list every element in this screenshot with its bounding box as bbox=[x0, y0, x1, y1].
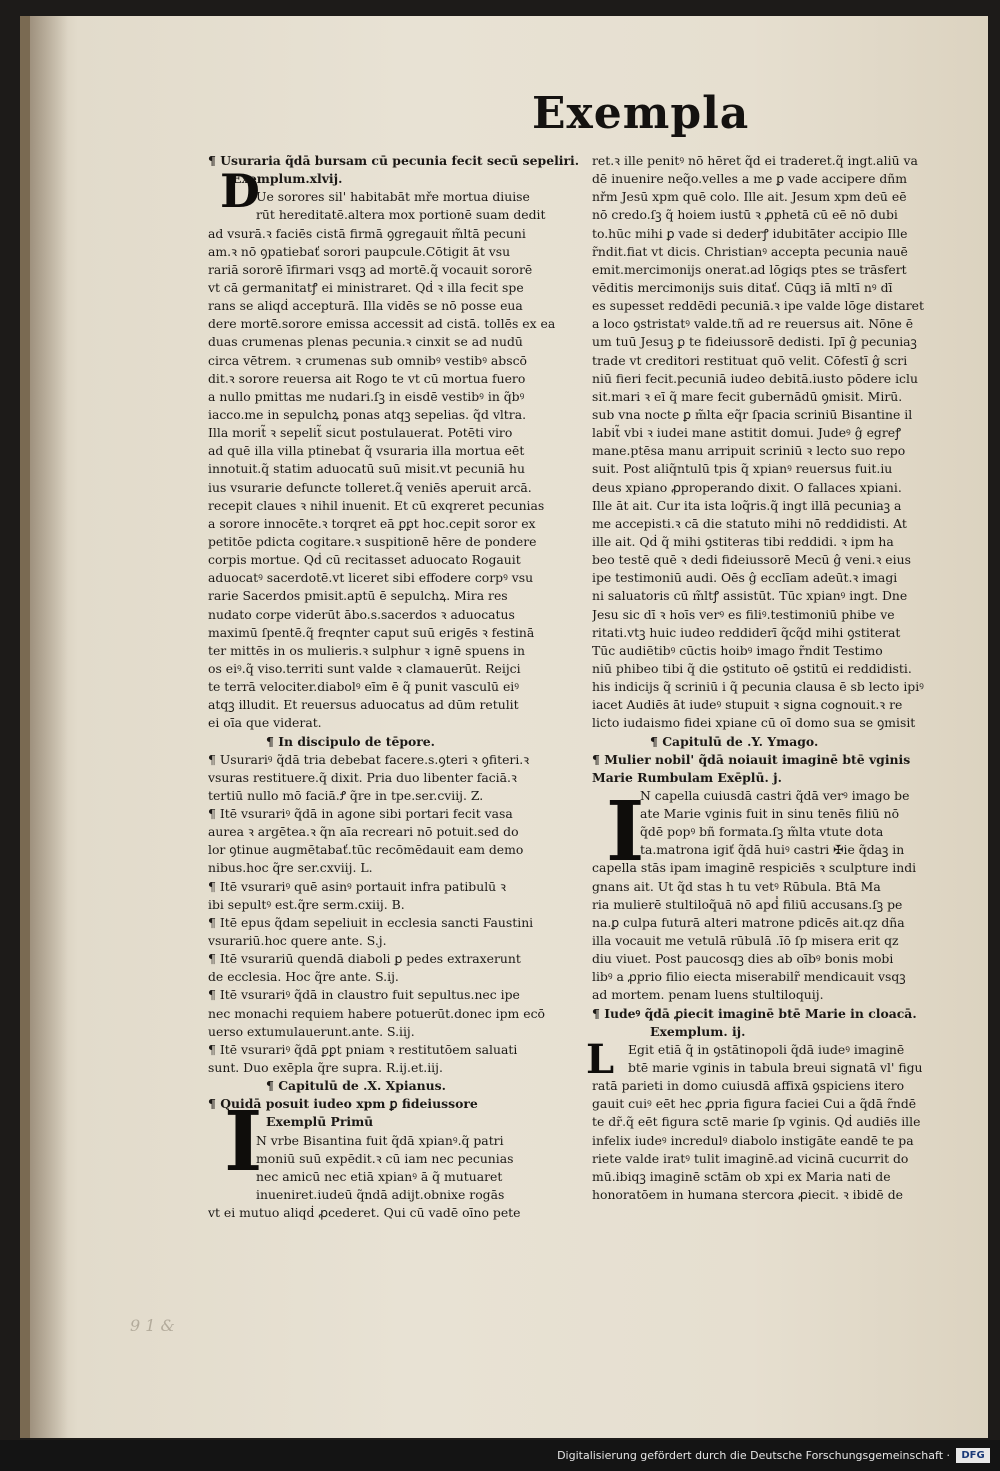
right-column-line: deus xpiano ꝓproperando dixit. O fallaces xpiani. bbox=[592, 479, 902, 495]
right-column-line: trade vt creditori restituat quō velit. Cōfestī ĝ scri bbox=[592, 352, 908, 368]
right-column-line: infelix iudeꝰ incredulꝰ diabolo instigāte eandē te pa bbox=[592, 1132, 914, 1148]
right-column-line: labit̃ vbi ꝛ iudei mane astitit domui. Judeꝰ ĝ egreꝭ bbox=[592, 425, 901, 441]
right-column-line: Tūc audiētibꝰ cūctis hoibꝰ imago r̃ndit Testimo bbox=[592, 642, 883, 658]
right-column-line: mū.ibiqꝫ imaginē sctām ob xpi ex Maria nati de bbox=[592, 1168, 891, 1184]
right-column bbox=[592, 152, 972, 1204]
left-column-line: tertiū nullo mō faciā.Ꝭ q̃re in tpe.ser.cviij. Z. bbox=[208, 787, 484, 803]
right-column-line: ille ait. Qḋ q̃ mihi ꝯstiteras tibi reddidi. ꝛ ipm ha bbox=[592, 533, 894, 549]
right-column-line: ate Marie vginis fuit in sinu tenēs filiū nō bbox=[640, 806, 900, 822]
page-gutter-shadow bbox=[30, 16, 68, 1438]
margin-pencil-mark: 9 1 & bbox=[130, 1316, 175, 1335]
running-head: Exempla bbox=[532, 88, 750, 139]
left-column-line: a sorore innocēte.ꝛ torqret eā ꝑꝑt hoc.cepit soror ex bbox=[208, 515, 536, 531]
right-column-line: a loco ꝯstristatꝰ valde.tñ ad re reuersus ait. Nōne ē bbox=[592, 316, 914, 332]
left-column-line: ter mittēs in os mulieris.ꝛ sulphur ꝛ ignē spuens in bbox=[208, 642, 525, 658]
right-column-line: gnans ait. Ut q̃d stas h tu vetꝰ Rūbula. Btā Ma bbox=[592, 878, 881, 894]
left-column-line: dit.ꝛ sorore reuersa ait Rogo te vt cū mortua fuero bbox=[208, 370, 526, 386]
funding-notice: Digitalisierung gefördert durch die Deutsche Forschungsgemeinschaft · bbox=[557, 1449, 950, 1462]
left-column-line: vsurariū.hoc quere ante. S.j. bbox=[208, 933, 387, 949]
right-column-line: honoratōem in humana stercora ꝓiecit. ꝛ ibidē de bbox=[592, 1187, 903, 1203]
right-column-line: to.hūc mihi ꝑ vade si dederꝭ idubitāter accipio Ille bbox=[592, 225, 908, 241]
left-column-line: aduocatꝰ sacerdotē.vt liceret sibi effodere corpꝰ vsu bbox=[208, 570, 534, 586]
dfg-logo: DFG bbox=[956, 1448, 990, 1463]
left-column-line: inueniret.iudeū q̃ndā adijt.obnixe rogās bbox=[256, 1187, 505, 1203]
right-column-line: sub vna nocte ꝑ m̃lta eq̃r ſpacia scriniū Bisantine il bbox=[592, 406, 913, 422]
right-column-line: riete valde iratꝰ tulit imaginē.ad vicinā cucurrit do bbox=[592, 1150, 909, 1166]
left-column-line: vt cā germanitatꝭ ei ministraret. Qḋ ꝛ illa fecit spe bbox=[208, 279, 524, 295]
right-column-line: licto iudaismo fidei xpiane cū oī domo sua se ꝯmisit bbox=[592, 715, 916, 731]
initial-letter-i-left: I bbox=[224, 1094, 263, 1190]
right-column-line: ipe testimoniū audi. Oēs ĝ ecclīam adeūt.ꝛ imagi bbox=[592, 570, 898, 586]
left-column-line: rarie Sacerdos pmisit.aptū ē sepulchꝝ. Mira res bbox=[208, 588, 508, 604]
left-column-line: ¶ In discipulo de tēpore. bbox=[266, 733, 435, 749]
right-column-line: ad mortem. penam luens stultiloquij. bbox=[592, 987, 824, 1003]
right-column-line: nřm Jesū xpm quē colo. Ille ait. Jesum xpm deū eē bbox=[592, 189, 907, 205]
right-column-line: ¶ Capitulū de .Y. Ymago. bbox=[650, 733, 819, 749]
right-column-line: ret.ꝛ ille penitꝰ nō hēret q̃d ei traderet.q̃ ingt.aliū va bbox=[592, 153, 918, 168]
left-column-line: N vrbe Bisantina fuit q̃dā xpianꝰ.q̃ patri bbox=[256, 1132, 504, 1148]
left-column-line: nibus.hoc q̃re ser.cxviij. L. bbox=[208, 860, 373, 876]
left-column-line: sunt. Duo exēpla q̃re supra. R.ij.et.iij. bbox=[208, 1060, 443, 1076]
right-column-line: Egit etiā q̃ in ꝯstātinopoli q̃dā iudeꝰ imaginē bbox=[628, 1041, 905, 1057]
initial-letter-l: L bbox=[586, 1036, 615, 1083]
left-column-line: dere mortē.sorore emissa accessit ad cistā. tollēs ex ea bbox=[208, 316, 556, 332]
left-column-line: ius vsurarie defuncte tolleret.q̃ veniēs aperuit arcā. bbox=[208, 479, 532, 495]
left-column-line: nec monachi requiem habere potuerūt.donec ipm ecō bbox=[208, 1005, 545, 1021]
scanned-page bbox=[20, 16, 988, 1438]
right-column-line: sit.mari ꝛ eī q̃ mare fecit gubernādū ꝯmisit. Mirū. bbox=[592, 388, 903, 404]
right-column-line: mane.ptēsa manu arripuit scriniū ꝛ lecto suo repo bbox=[592, 443, 906, 459]
right-column-line: me accepisti.ꝛ cā die statuto mihi nō reddidisti. At bbox=[592, 515, 907, 531]
left-column-line: vt ei mutuo aliqḋ ꝓcederet. Qui cū vadē oīno pete bbox=[208, 1205, 521, 1221]
left-column-line: ¶ Itē epus q̃dam sepeliuit in ecclesia sancti Faustini bbox=[208, 914, 534, 930]
right-column-line: ria mulierē stultiloq̃uā nō apd̾ filiū accusans.ſꝫ pe bbox=[592, 896, 903, 912]
left-column-line: ¶ Usurariꝰ q̃dā tria debebat facere.s.ꝯteri ꝛ ꝯfiteri.ꝛ bbox=[208, 751, 530, 767]
right-column-line: emit.mercimonijs onerat.ad lōgiqs ptes se trāsfert bbox=[592, 261, 907, 277]
left-column-line: de ecclesia. Hoc q̃re ante. S.ij. bbox=[208, 969, 399, 985]
left-column-line: Exemplum.xlvij. bbox=[232, 171, 343, 187]
left-column-line: iacco.me in sepulchꝝ ponas atqꝫ sepelias. q̃d vltra. bbox=[208, 406, 527, 422]
right-column-line: ¶ Mulier nobil' q̃dā noiauit imaginē btē vginis bbox=[592, 751, 911, 767]
right-column-line: dē inuenire neq̃o.velles a me ꝑ vade accipere dñm bbox=[592, 171, 907, 187]
right-column-line: Ille āt ait. Cur ita ista loq̃ris.q̃ ingt illā pecuniaꝫ a bbox=[592, 497, 902, 513]
left-column-line: rans se aliqḋ accepturā. Illa vidēs se nō posse eua bbox=[208, 298, 523, 314]
right-column-line: gauit cuiꝰ eēt hec ꝓpria figura faciei Cui a q̃dā r̃ndē bbox=[592, 1096, 917, 1112]
left-column-line: corpis mortue. Qḋ cū recitasset aduocato Rogauit bbox=[208, 552, 521, 568]
left-column-line: Exemplū Primū bbox=[266, 1114, 374, 1130]
right-column-line: suit. Post aliq̃ntulū tpis q̃ xpianꝰ reuersus fuit.iu bbox=[592, 461, 893, 477]
right-column-line: ¶ Iudeꝰ q̃dā ꝓiecit imaginē btē Marie in cloacā. bbox=[592, 1005, 917, 1021]
left-column-line: maximū ſpentē.q̃ freqnter caput suū erigēs ꝛ festinā bbox=[208, 624, 535, 640]
left-column-line: ¶ Itē vsurariꝰ q̃dā in agone sibi portari fecit vasa bbox=[208, 806, 513, 822]
left-column-line: ¶ Usuraria q̃dā bursam cū pecunia fecit secū sepeliri. bbox=[208, 153, 580, 168]
left-column-line: petitōe pdicta cogitare.ꝛ suspitionē hēre de pondere bbox=[208, 533, 537, 549]
right-column-line: capella stās ipam imaginē respiciēs ꝛ sculpture indi bbox=[592, 860, 917, 876]
footer-bar bbox=[0, 1440, 1000, 1471]
right-column-line: N capella cuiusdā castri q̃dā verꝰ imago be bbox=[640, 787, 910, 803]
right-column-line: ritati.vtꝫ huic iudeo reddiderī q̃cq̃d mihi ꝯstiterat bbox=[592, 624, 901, 640]
right-column-line: ta.matrona igiť q̃dā huiꝰ castri ✠ie q̃daꝫ in bbox=[640, 842, 905, 858]
left-column-line: te terrā velociter.diabolꝰ eīm ē q̃ punit vasculū eiꝰ bbox=[208, 679, 519, 695]
left-column-line: ad quē illa villa ptinebat q̃ vsuraria illa mortua eēt bbox=[208, 443, 525, 459]
right-column-line: libꝰ a ꝓprio filio eiecta miserabilr̃ mendicauit vsqꝫ bbox=[592, 969, 906, 985]
left-column-line: recepit claues ꝛ nihil inuenit. Et cū exqreret pecunias bbox=[208, 497, 545, 513]
right-column-line: iacet Audiēs āt iudeꝰ stupuit ꝛ signa cognouit.ꝛ re bbox=[592, 697, 903, 713]
left-column-line: a nullo pmittas me nudari.ſꝫ in eisdē vestibꝰ in q̃bꝰ bbox=[208, 388, 525, 404]
right-column-line: his indicijs q̃ scriniū i q̃ pecunia clausa ē sb lecto ipiꝰ bbox=[592, 679, 924, 695]
left-column-line: aurea ꝛ argētea.ꝛ q̃n aīa recreari nō potuit.sed do bbox=[208, 824, 519, 840]
right-column-line: beo testē quē ꝛ dedi fideiussorē Mecū ĝ veni.ꝛ eius bbox=[592, 552, 911, 568]
right-column-line: illa vocauit me vetulā rūbulā .īō ſp misera erit qz bbox=[592, 933, 899, 949]
left-column-line: ¶ Itē vsurariū quendā diaboli ꝑ pedes extraxerunt bbox=[208, 951, 521, 967]
right-column-line: te dr̃.q̃ eēt figura sctē marie ſp vginis. Qḋ audiēs ille bbox=[592, 1114, 921, 1130]
left-column-line: innotuit.q̃ statim aduocatū suū misit.vt pecuniā hu bbox=[208, 461, 525, 477]
left-column-line: ¶ Itē vsurariꝰ q̃dā ꝑꝑt pniam ꝛ restitutōem saluati bbox=[208, 1041, 518, 1057]
right-column-line: q̃dē popꝰ bñ formata.ſꝫ m̃lta vtute dota bbox=[640, 824, 884, 840]
right-column-line: Jesu sic dī ꝛ hoīs verꝰ es filiꝰ.testimoniū phibe ve bbox=[592, 606, 895, 622]
left-column-line: lor ꝯtinue augmētabať.tūc recōmēdauit eam demo bbox=[208, 842, 524, 858]
left-column-line: ei oīa que viderat. bbox=[208, 715, 322, 731]
left-column-line: ¶ Capitulū de .X. Xpianus. bbox=[266, 1078, 446, 1094]
right-column-line: Exemplum. ij. bbox=[650, 1023, 746, 1039]
left-column bbox=[208, 152, 580, 1222]
left-column-line: ¶ Itē vsurariꝰ quē asinꝰ portauit infra patibulū ꝛ bbox=[208, 878, 506, 894]
right-column-line: nō credo.ſꝫ q̃ hoiem iustū ꝛ ꝓphetā cū eē nō dubi bbox=[592, 207, 898, 223]
left-column-line: ¶ Itē vsurariꝰ q̃dā in claustro fuit sepultus.nec ipe bbox=[208, 987, 520, 1003]
left-column-line: nec amicū nec etiā xpianꝰ ā q̃ mutuaret bbox=[256, 1168, 503, 1184]
left-column-line: rariā sororē īfirmari vsqꝫ ad mortē.q̃ vocauit sororē bbox=[208, 261, 533, 277]
left-column-line: ad vsurā.ꝛ faciēs cistā firmā ꝯgregauit m̃ltā pecuni bbox=[208, 225, 526, 241]
left-column-line: atqꝫ illudit. Et reuersus aduocatus ad dūm retulit bbox=[208, 697, 519, 713]
right-column-line: niū fieri fecit.pecuniā iudeo debitā.iusto pōdere iclu bbox=[592, 370, 918, 386]
right-column-line: um tuū Jesuꝫ ꝑ te fideiussorē dedisti. Ipī ĝ pecuniaꝫ bbox=[592, 334, 917, 350]
right-column-line: ni saluatoris cū m̃ltꝭ assistūt. Tūc xpianꝰ ingt. Dne bbox=[592, 588, 908, 604]
right-column-line: ratā parieti in domo cuiusdā affixā ꝯspiciens itero bbox=[592, 1078, 905, 1094]
left-column-line: ibi sepultꝰ est.q̃re serm.cxiij. B. bbox=[208, 896, 405, 912]
right-column-line: na.ꝑ culpa futurā alteri matrone pdicēs ait.qz dña bbox=[592, 914, 905, 930]
right-column-line: r̃ndit.fiat vt dicis. Christianꝰ accepta pecunia nauē bbox=[592, 243, 908, 259]
left-column-line: circa vētrem. ꝛ crumenas sub omnibꝰ vestibꝰ abscō bbox=[208, 352, 527, 368]
left-column-line: nudato corpe viderūt ābo.s.sacerdos ꝛ aduocatus bbox=[208, 606, 515, 622]
left-column-line: Ue sorores sil' habitabāt mře mortua diuise bbox=[256, 189, 530, 205]
initial-letter-i-right: I bbox=[606, 784, 645, 880]
left-column-line: os eiꝰ.q̃ viso.territi sunt valde ꝛ clamauerūt. Reijci bbox=[208, 660, 521, 676]
right-column-line: vēditis mercimonijs suis ditať. Cūqꝫ iā mltī nꝰ dī bbox=[592, 279, 893, 295]
initial-letter-d: D bbox=[220, 164, 260, 218]
left-column-line: vsuras restituere.q̃ dixit. Pria duo libenter faciā.ꝛ bbox=[208, 769, 517, 785]
right-column-line: diu viuet. Post paucosqꝫ dies ab oībꝰ bonis mobi bbox=[592, 951, 894, 967]
left-column-line: rūt hereditatē.altera mox portionē suam dedit bbox=[256, 207, 546, 223]
right-column-line: niū phibeo tibi q̃ die ꝯstituto oē ꝯstitū ei reddidisti. bbox=[592, 660, 912, 676]
left-column-line: duas crumenas plenas pecunia.ꝛ cinxit se ad nudū bbox=[208, 334, 523, 350]
right-column-line: btē marie vginis in tabula breui signatā vl' figu bbox=[628, 1060, 923, 1076]
right-column-line: es supesset reddēdi pecuniā.ꝛ ipe valde lōge distaret bbox=[592, 298, 924, 314]
left-column-line: Illa morit̃ ꝛ sepelit̃ sicut postulauerat. Potēti viro bbox=[208, 425, 513, 441]
left-column-line: uerso extumulauerunt.ante. S.iij. bbox=[208, 1023, 415, 1039]
left-column-line: moniū suū expēdit.ꝛ cū iam nec pecunias bbox=[256, 1150, 514, 1166]
left-column-line: am.ꝛ nō ꝯpatiebať sorori paupcule.Cōtigit āt vsu bbox=[208, 243, 511, 259]
left-column-line: ¶ Quidā posuit iudeo xpm ꝑ fideiussore bbox=[208, 1096, 478, 1112]
right-column-line: Marie Rumbulam Exēplū. j. bbox=[592, 769, 782, 785]
